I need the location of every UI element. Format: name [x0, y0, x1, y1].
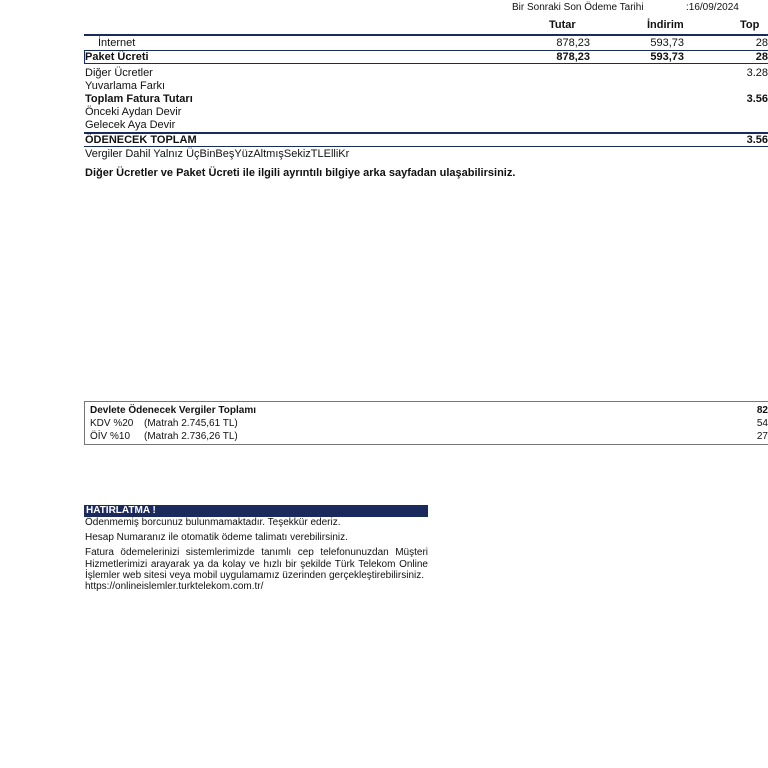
table-row-diger: [84, 67, 768, 80]
row-toplam: 28: [755, 37, 768, 49]
row-label: Diğer Ücretler: [85, 67, 153, 79]
oiv-label: ÖİV %10: [90, 431, 131, 442]
table-row-gelecek: [84, 119, 768, 132]
row-tutar: 878,23: [556, 51, 590, 63]
kdv-base: (Matrah 2.745,61 TL): [144, 418, 238, 429]
table-row-paket: [84, 51, 768, 64]
online-services-link[interactable]: https://onlineislemler.turktelekom.com.tr/: [85, 581, 264, 592]
table-row-toplam-fatura: [84, 93, 768, 106]
tax-title: Devlete Ödenecek Vergiler Toplamı: [90, 405, 256, 416]
table-row-onceki: [84, 106, 768, 119]
row-label: Önceki Aydan Devir: [85, 106, 182, 118]
row-label: ÖDENECEK TOPLAM: [85, 134, 197, 146]
row-indirim: 593,73: [650, 51, 684, 63]
info-note: Diğer Ücretler ve Paket Ücreti ile ilgili ayrıntılı bilgiye arka sayfadan ulaşabilirsiniz.: [85, 167, 516, 179]
table-row-internet: [84, 37, 768, 50]
row-label: Paket Ücreti: [85, 51, 149, 63]
kdv-label: KDV %20: [90, 418, 134, 429]
next-due-date-value: :16/09/2024: [686, 2, 739, 13]
header-divider: [84, 34, 768, 36]
oiv-value: 27: [756, 431, 768, 442]
row-toplam: 3.56: [746, 93, 768, 105]
row-label: Gelecek Aya Devir: [85, 119, 176, 131]
column-header-indirim: İndirim: [647, 19, 684, 31]
table-row-yuvarlama: [84, 80, 768, 93]
reminder-line-debt: Ödenmemiş borcunuz bulunmamaktadır. Teşekkür ederiz.: [85, 517, 341, 528]
row-toplam: 3.28: [746, 67, 768, 79]
column-header-toplam: Top: [740, 19, 760, 31]
table-row-odenecek: [84, 134, 768, 147]
row-tutar: 878,23: [556, 37, 590, 49]
row-toplam: 28: [755, 51, 768, 63]
tax-summary-box: [84, 401, 768, 445]
column-header-tutar: Tutar: [549, 19, 576, 31]
row-label: İnternet: [98, 37, 136, 49]
kdv-value: 54: [756, 418, 768, 429]
row-label: Yuvarlama Farkı: [85, 80, 166, 92]
reminder-title: HATIRLATMA !: [84, 505, 428, 517]
amount-in-words: Vergiler Dahil Yalnız ÜçBinBeşYüzAltmışSekizTLElliKr: [85, 148, 350, 160]
row-toplam: 3.56: [746, 134, 768, 146]
oiv-base: (Matrah 2.736,26 TL): [144, 431, 238, 442]
row-indirim: 593,73: [650, 37, 684, 49]
next-due-date-label: Bir Sonraki Son Ödeme Tarihi: [512, 2, 644, 13]
reminder-paragraph: Fatura ödemelerinizi sistemlerimizde tanımlı cep telefonunuzdan Müşteri Hizmetlerimizi arayarak ya da kolay ve hızlı bir şekilde Türk Telekom Online İşlemler web sitesi veya mobil uygulamamız üzerinden gerçekleştirebilirsiniz.: [85, 547, 428, 581]
tax-title-value: 82: [756, 405, 768, 416]
reminder-line-autopay: Hesap Numaranız ile otomatik ödeme talimatı verebilirsiniz.: [85, 532, 348, 543]
row-label: Toplam Fatura Tutarı: [85, 93, 193, 105]
